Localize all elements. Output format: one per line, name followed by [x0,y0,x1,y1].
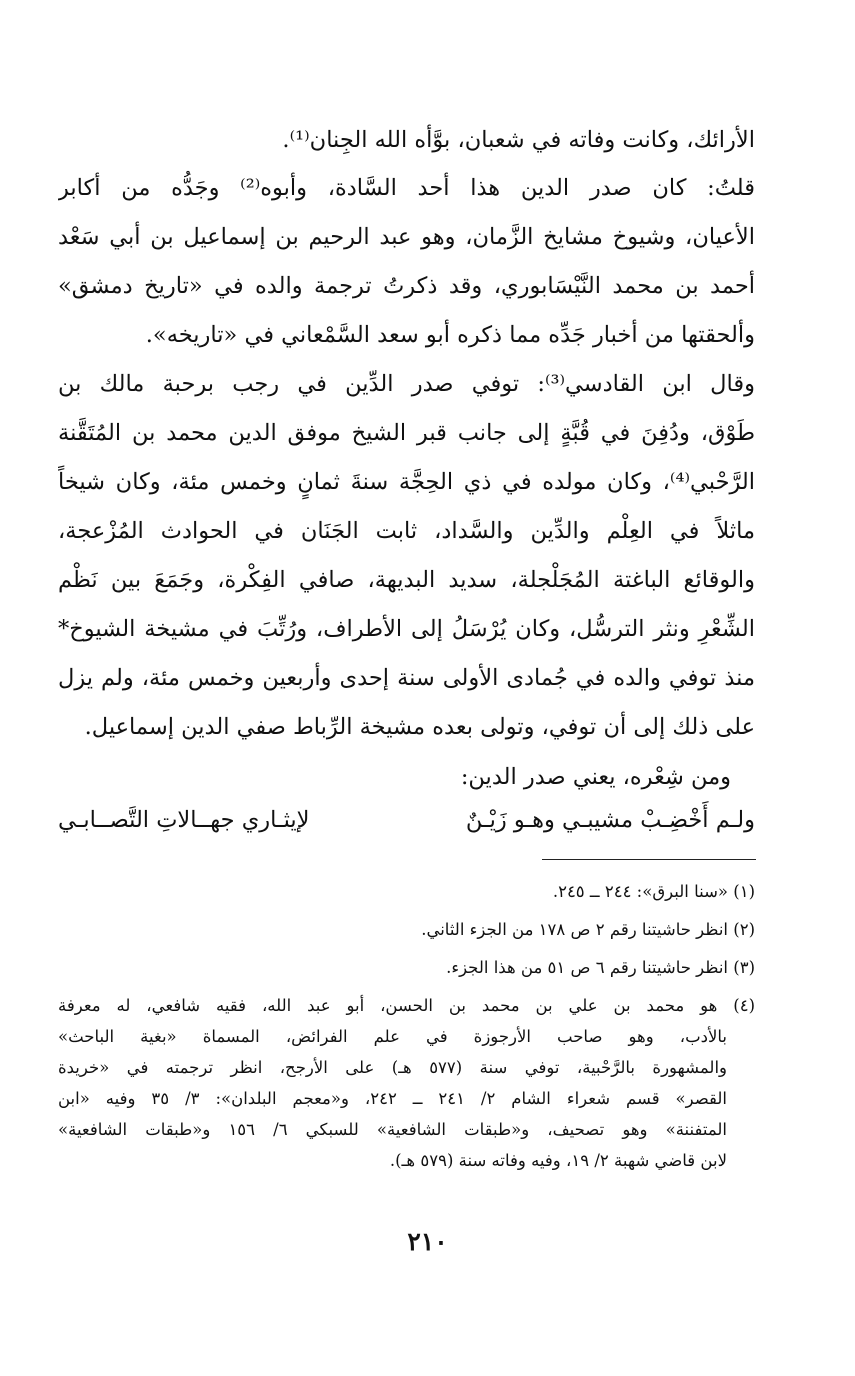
body-line: وألحقتها من أخبار جَدِّه مما ذكره أبو سعد السَّمْعاني في «تاريخه». [145,322,755,348]
body-line: وقال ابن القادسي⁽³⁾: توفي صدر الدِّين في رجب برحبة مالك بن [58,371,755,397]
body-line: الشِّعْرِ ونثر الترسُّل، وكان يُرْسَلُ إلى الأطراف، ورُتِّبَ في مشيخة الشيوخ* [58,616,755,642]
footnote: (٢) انظر حاشيتنا رقم ٢ ص ١٧٨ من الجزء الثاني. [421,920,755,939]
footnote-continuation: المتفننة» وهو تصحيف، و«طبقات الشافعية» للسبكي ٦/ ١٥٦ و«طبقات الشافعية» [58,1120,727,1139]
footnote: (٤) هو محمد بن علي بن محمد بن الحسن، أبو عبد الله، فقيه شافعي، له معرفة [58,996,755,1015]
footnote-continuation: لابن قاضي شهبة ٢/ ١٩، وفيه وفاته سنة (٥٧٩ هـ). [389,1151,727,1170]
verse-intro: ومن شِعْره، يعني صدر الدين: [460,764,731,790]
verse-first-hemistich: ولـم أَخْضِـبْ مشيبـي وهـو زَيْـنٌ [465,807,755,833]
footnote: (٣) انظر حاشيتنا رقم ٦ ص ٥١ من هذا الجزء. [446,958,755,977]
page-number: ٢١٠ [407,1227,448,1256]
footnote-continuation: القصر» قسم شعراء الشام ٢/ ٢٤١ ــ ٢٤٢، و«معجم البلدان»: ٣/ ٣٥ وفيه «ابن [58,1089,727,1108]
footnote-continuation: والمشهورة بالرَّحْبية، توفي سنة (٥٧٧ هـ) على الأرجح، انظر ترجمته في «خريدة [58,1058,727,1077]
body-line: الأعيان، وشيوخ مشايخ الزَّمان، وهو عبد الرحيم بن إسماعيل بن أبي سَعْد [58,224,755,250]
body-line: الأرائك، وكانت وفاته في شعبان، بوَّأه الله الجِنان⁽¹⁾. [282,127,755,153]
body-line: أحمد بن محمد النَّيْسَابوري، وقد ذكرتُ ترجمة والده في «تاريخ دمشق» [58,273,755,299]
body-line: منذ توفي والده في جُمادى الأولى سنة إحدى وأربعين وخمس مئة، ولم يزل [58,665,755,691]
body-line: والوقائع الباغتة المُجَلْجلة، سديد البديهة، صافي الفِكْرة، وجَمَعَ بين نَظْم [58,567,755,593]
body-line: ماثلاً في العِلْم والدِّين والسَّداد، ثابت الجَنَان في الحوادث المُزْعجة، [58,518,755,544]
body-line: الرَّحْبي⁽⁴⁾، وكان مولده في ذي الحِجَّة سنةَ ثمانٍ وخمس مئة، وكان شيخاً [58,469,755,495]
footnote-separator [542,859,756,860]
body-line: على ذلك إلى أن توفي، وتولى بعده مشيخة الرِّباط صفي الدين إسماعيل. [84,714,755,740]
body-line: طَوْق، ودُفِنَ في قُبَّةٍ إلى جانب قبر الشيخ موفق الدين محمد بن المُتَقَّنة [58,420,755,446]
poem-verse [58,797,755,843]
body-line: قلتُ: كان صدر الدين هذا أحد السَّادة، وأبوه⁽²⁾ وجَدُّه من أكابر [58,175,755,201]
verse-second-hemistich: لإيثـاري جهــالاتِ التَّصــابـي [58,807,310,833]
footnote-continuation: بالأدب، وهو صاحب الأرجوزة في علم الفرائض، المسماة «بغية الباحث» [58,1027,727,1046]
footnote: (١) «سنا البرق»: ٢٤٤ ــ ٢٤٥. [552,882,755,901]
